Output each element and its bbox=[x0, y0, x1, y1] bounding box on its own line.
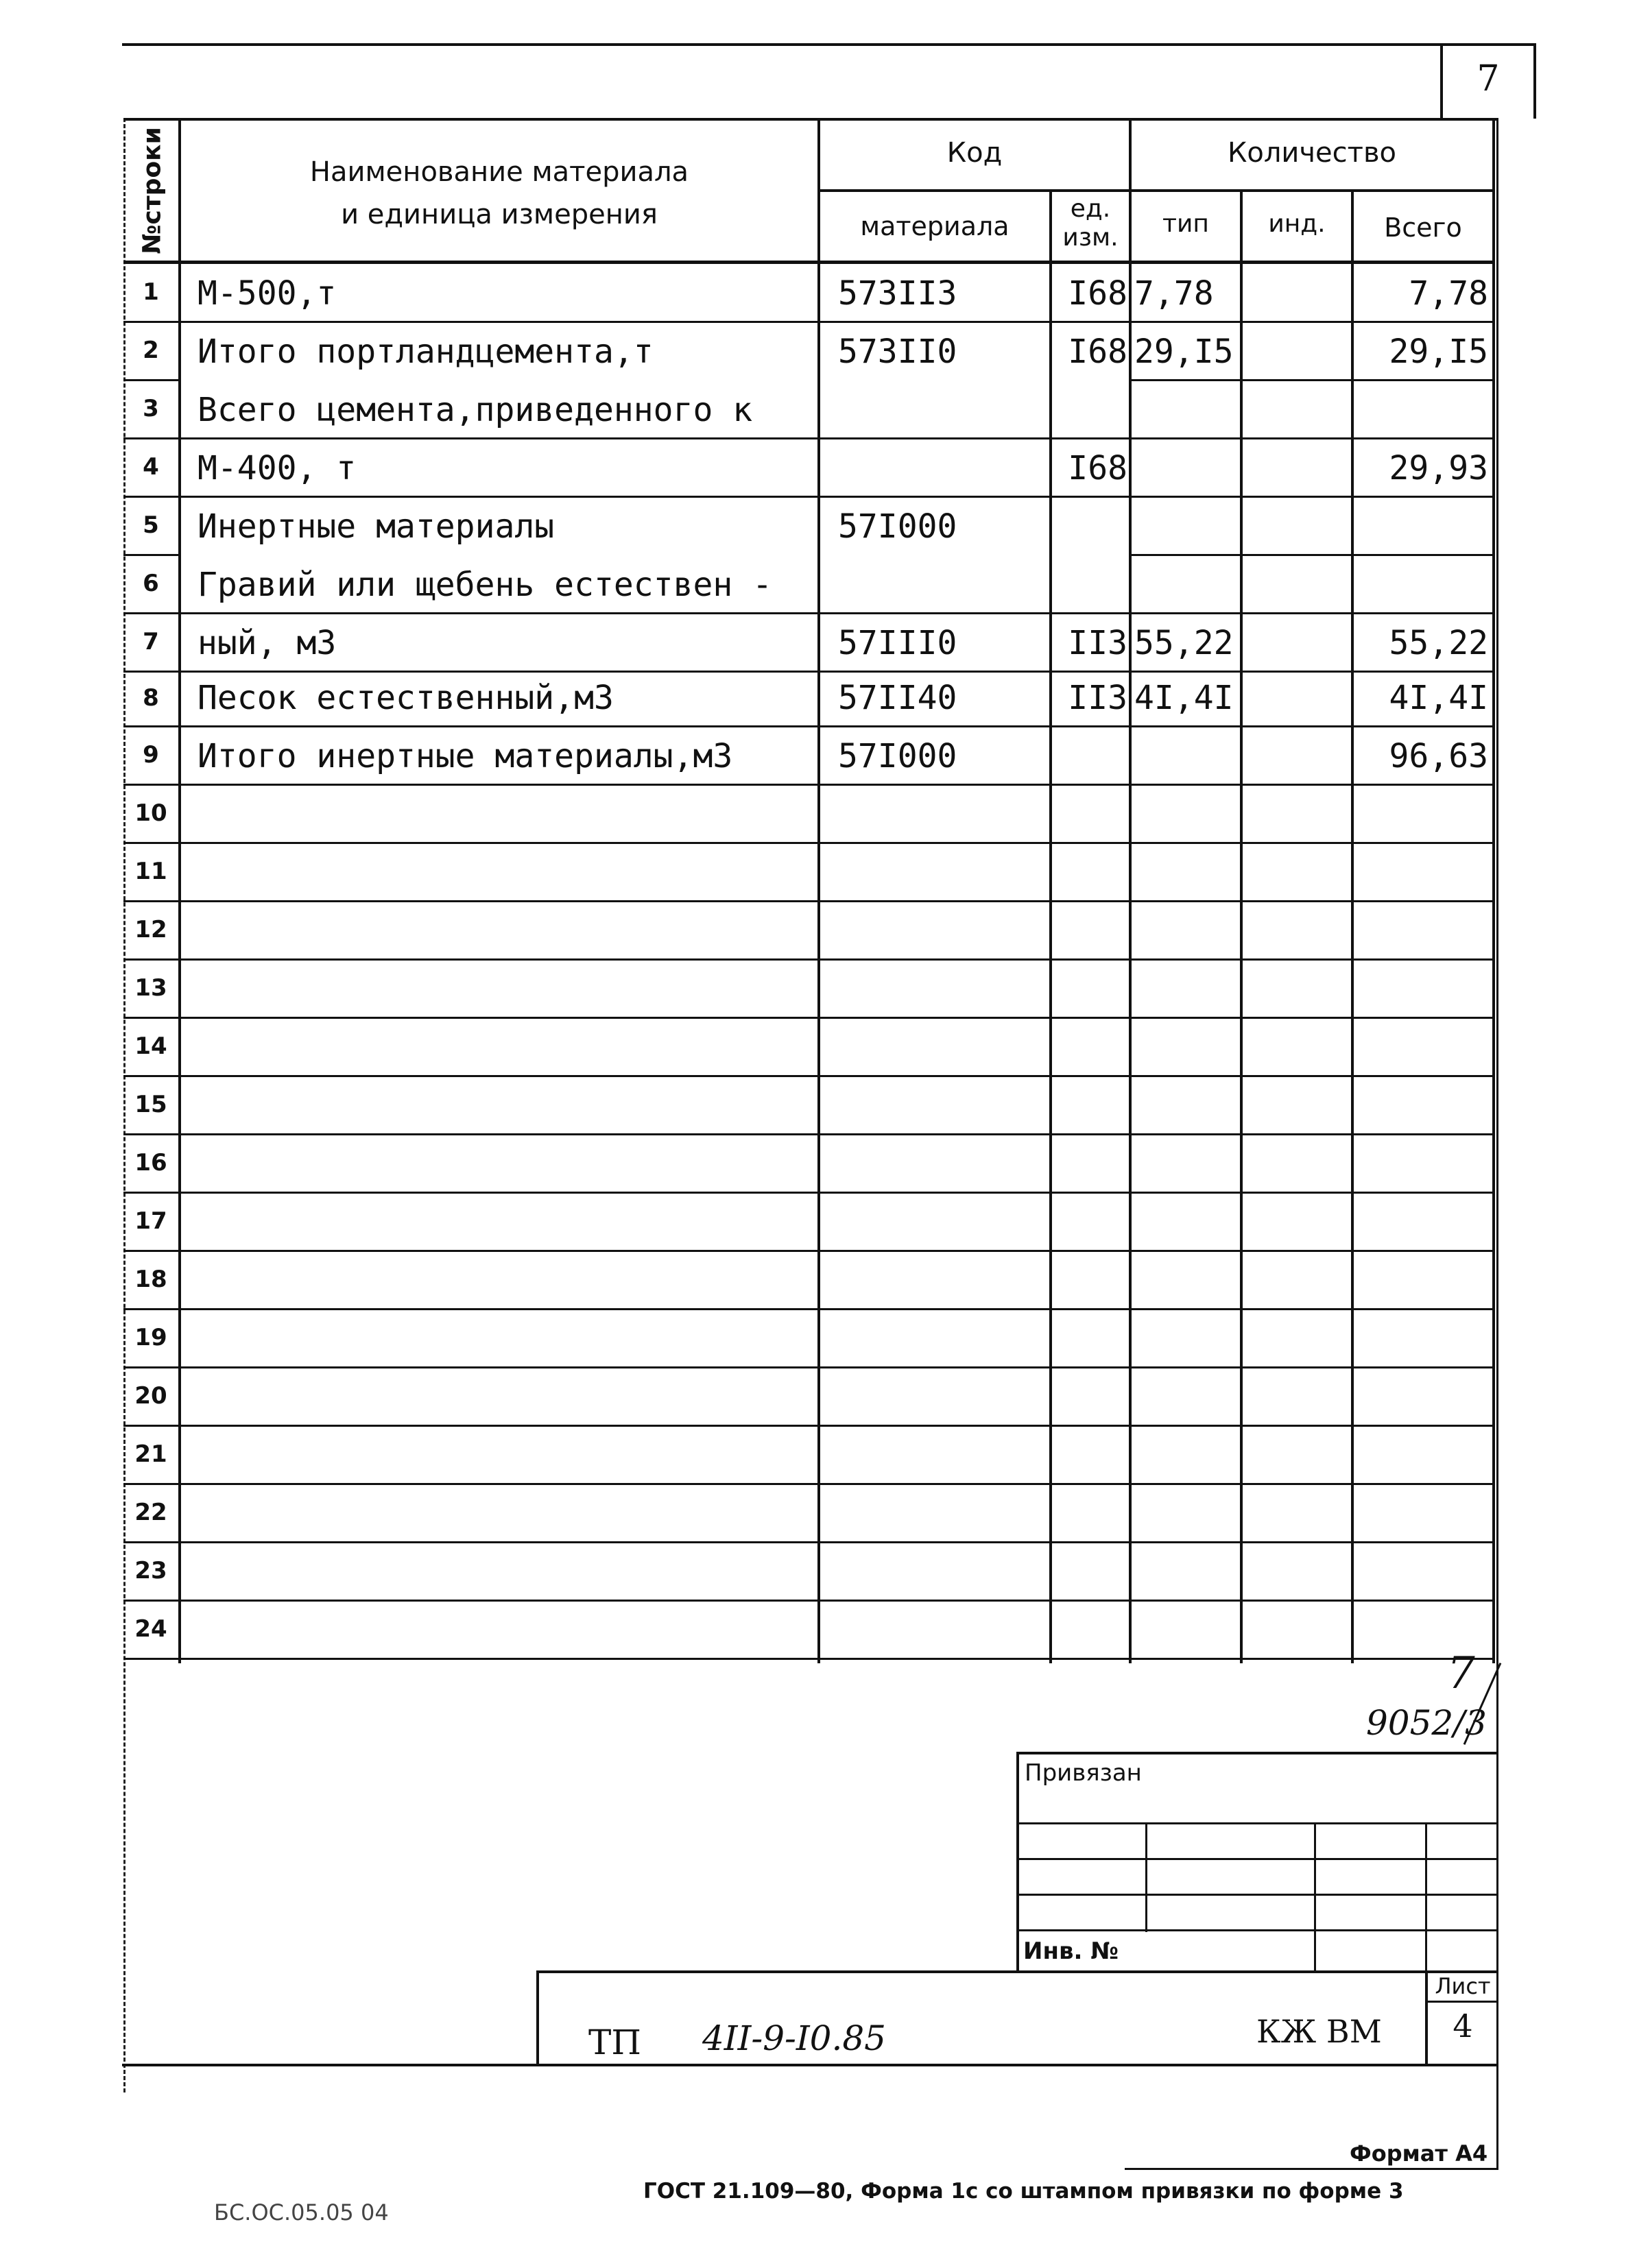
qty-total: 7,78 bbox=[1409, 274, 1488, 313]
footer-rule bbox=[1125, 2168, 1498, 2170]
header-mid-line bbox=[817, 189, 1495, 192]
title-left bbox=[536, 1970, 539, 2066]
row-separator bbox=[123, 671, 1495, 673]
row-number: 8 bbox=[143, 684, 159, 712]
material-name: Итого портландцемента,т bbox=[198, 333, 654, 371]
title-prefix: ТП bbox=[588, 2023, 641, 2062]
row-number: 16 bbox=[134, 1148, 167, 1177]
header-code-unit-2: изм. bbox=[1062, 224, 1119, 252]
row-number: 24 bbox=[134, 1615, 167, 1643]
header-bottom-line bbox=[123, 261, 1495, 264]
qty-total: 96,63 bbox=[1389, 737, 1488, 775]
row-separator bbox=[123, 437, 1495, 439]
header-top-line bbox=[123, 118, 1498, 121]
row-separator bbox=[123, 900, 1495, 902]
header-qty-ind: инд. bbox=[1268, 210, 1326, 238]
row-separator bbox=[123, 1600, 1495, 1602]
binding-col-2 bbox=[1314, 1822, 1316, 1970]
row-number: 21 bbox=[134, 1440, 167, 1468]
format-label: Формат А4 bbox=[1350, 2140, 1488, 2167]
material-name: ный, м3 bbox=[198, 624, 337, 662]
header-qty-type: тип bbox=[1162, 210, 1209, 238]
qty-total: 29,93 bbox=[1389, 449, 1488, 487]
unit-code: I68 bbox=[1068, 274, 1127, 313]
sheet-label: Лист bbox=[1435, 1973, 1491, 1999]
row-number: 23 bbox=[134, 1556, 167, 1584]
col-ind-right bbox=[1351, 191, 1354, 1663]
title-designation: 4II-9-I0.85 bbox=[702, 2018, 886, 2058]
header-qty-total: Всего bbox=[1384, 213, 1462, 243]
inv-label: Инв. № bbox=[1023, 1938, 1119, 1965]
sheet-number: 4 bbox=[1453, 2007, 1473, 2044]
row-separator bbox=[123, 1075, 1495, 1077]
row-number: 13 bbox=[134, 974, 167, 1002]
header-rownum: №строки bbox=[138, 127, 167, 254]
binding-label: Привязан bbox=[1025, 1759, 1142, 1787]
row-separator bbox=[1132, 379, 1495, 381]
qty-type: 4I,4I bbox=[1134, 679, 1234, 717]
row-number: 11 bbox=[134, 857, 167, 885]
binding-top bbox=[1016, 1752, 1498, 1754]
top-rule bbox=[122, 43, 1536, 46]
row-separator bbox=[123, 554, 181, 556]
qty-total: 4I,4I bbox=[1389, 679, 1488, 717]
col-name-right bbox=[817, 118, 820, 1663]
row-number: 17 bbox=[134, 1207, 167, 1235]
row-separator bbox=[123, 321, 1495, 323]
row-number: 18 bbox=[134, 1265, 167, 1293]
qty-total: 55,22 bbox=[1389, 624, 1488, 662]
title-top bbox=[536, 1970, 1498, 1973]
material-name: М-400, т bbox=[198, 449, 357, 487]
row-number: 9 bbox=[143, 740, 159, 769]
title-bottom bbox=[122, 2064, 1498, 2066]
row-separator bbox=[123, 1366, 1495, 1368]
row-separator bbox=[123, 1192, 1495, 1194]
row-separator bbox=[123, 496, 1495, 498]
row-separator bbox=[123, 958, 1495, 961]
material-name: Инертные материалы bbox=[198, 507, 555, 546]
material-code: 573II0 bbox=[838, 333, 957, 371]
row-number: 10 bbox=[134, 799, 167, 827]
row-number: 7 bbox=[143, 627, 159, 655]
row-separator bbox=[123, 1250, 1495, 1252]
row-separator bbox=[123, 842, 1495, 844]
qty-type: 29,I5 bbox=[1134, 333, 1234, 371]
row-number: 2 bbox=[143, 336, 159, 364]
row-number: 5 bbox=[143, 511, 159, 539]
header-name-line1: Наименование материала bbox=[309, 156, 689, 188]
col-code-right bbox=[1049, 191, 1052, 1663]
material-name: Гравий или щебень естествен - bbox=[198, 566, 773, 604]
material-name: М-500,т bbox=[198, 274, 337, 313]
material-code: 57II40 bbox=[838, 679, 957, 717]
unit-code: II3 bbox=[1068, 624, 1127, 662]
handwritten-mark-top: 7 bbox=[1447, 1648, 1475, 1699]
row-separator bbox=[123, 612, 1495, 614]
qty-type: 55,22 bbox=[1134, 624, 1234, 662]
row-number: 22 bbox=[134, 1498, 167, 1526]
material-code: 57III0 bbox=[838, 624, 957, 662]
row-separator bbox=[1132, 554, 1495, 556]
row-separator bbox=[123, 1017, 1495, 1019]
row-number: 19 bbox=[134, 1323, 167, 1351]
row-separator bbox=[123, 784, 1495, 786]
header-code-unit-1: ед. bbox=[1070, 195, 1111, 223]
col-unit-right bbox=[1129, 118, 1132, 1663]
row-separator bbox=[123, 1425, 1495, 1427]
binding-col-3 bbox=[1425, 1822, 1427, 1970]
row-number: 6 bbox=[143, 569, 159, 597]
material-code: 57I000 bbox=[838, 737, 957, 775]
material-name: Итого инертные материалы,м3 bbox=[198, 737, 733, 775]
row-separator bbox=[123, 1483, 1495, 1485]
header-quantity: Количество bbox=[1227, 137, 1396, 169]
binding-col-1 bbox=[1145, 1822, 1147, 1932]
unit-code: I68 bbox=[1068, 449, 1127, 487]
table-right-border bbox=[1492, 118, 1495, 1663]
gost-label: ГОСТ 21.109—80, Форма 1с со штампом привязки по форме 3 bbox=[643, 2179, 1404, 2204]
row-number: 4 bbox=[143, 453, 159, 481]
header-name-line2: и единица измерения bbox=[341, 199, 658, 230]
material-code: 573II3 bbox=[838, 274, 957, 313]
qty-total: 29,I5 bbox=[1389, 333, 1488, 371]
sheet-label-line bbox=[1425, 2001, 1498, 2003]
row-separator bbox=[123, 1308, 1495, 1310]
row-number: 1 bbox=[143, 278, 159, 306]
row-number: 12 bbox=[134, 915, 167, 943]
row-number: 15 bbox=[134, 1090, 167, 1118]
header-code-material: материала bbox=[860, 211, 1009, 241]
row-number: 3 bbox=[143, 394, 159, 422]
qty-type: 7,78 bbox=[1134, 274, 1214, 313]
footer-code: БС.ОС.05.05 04 bbox=[214, 2199, 389, 2225]
handwritten-mark-bottom: 9052/3 bbox=[1366, 1703, 1487, 1743]
page-number: 7 bbox=[1477, 58, 1500, 99]
material-name: Всего цемента,приведенного к bbox=[198, 391, 753, 429]
col-rownum-right bbox=[178, 118, 181, 1663]
row-separator bbox=[123, 725, 1495, 727]
frame-right-border bbox=[1496, 118, 1498, 2168]
row-number: 20 bbox=[134, 1382, 167, 1410]
title-mark: КЖ ВМ bbox=[1256, 2013, 1382, 2050]
row-number: 14 bbox=[134, 1032, 167, 1060]
unit-code: II3 bbox=[1068, 679, 1127, 717]
unit-code: I68 bbox=[1068, 333, 1127, 371]
row-separator bbox=[123, 1133, 1495, 1135]
material-name: Песок естественный,м3 bbox=[198, 679, 614, 717]
col-type-right bbox=[1240, 191, 1243, 1663]
row-separator bbox=[123, 1658, 1495, 1660]
row-separator bbox=[123, 1541, 1495, 1543]
right-frame-top bbox=[1533, 43, 1536, 119]
material-code: 57I000 bbox=[838, 507, 957, 546]
row-separator bbox=[123, 379, 181, 381]
header-code: Код bbox=[946, 137, 1003, 169]
binding-left bbox=[1016, 1752, 1019, 1971]
